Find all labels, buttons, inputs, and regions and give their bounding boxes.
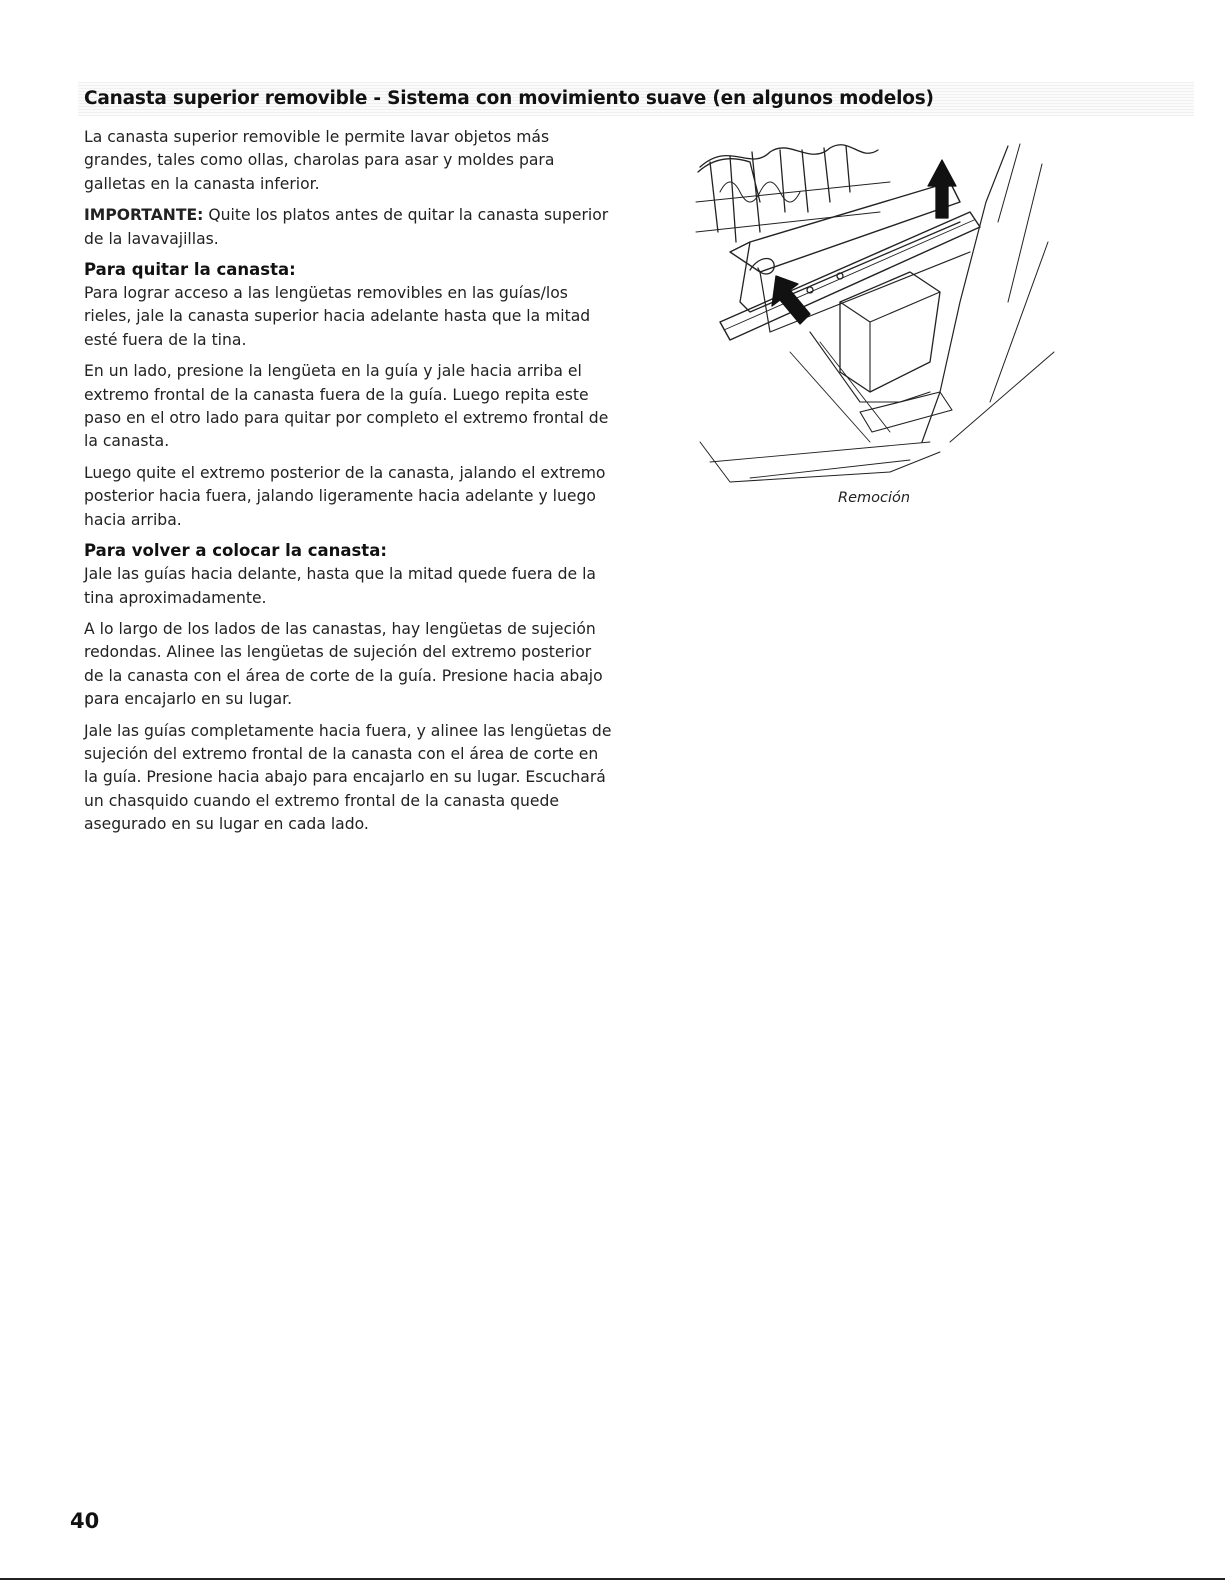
- rack-removal-illustration: [690, 142, 1060, 488]
- intro-paragraph: La canasta superior removible le permite lavar objetos más grandes, tales como ollas, charolas para asar y moldes para galletas en la canasta inferior.: [84, 128, 555, 193]
- bottom-rule: [0, 1578, 1225, 1580]
- remove-step-1: Para lograr acceso a las lengüetas removibles en las guías/los rieles, jale la canasta superior hacia adelante hasta que la mitad esté fuera de la tina.: [84, 284, 591, 349]
- replace-step-3: Jale las guías completamente hacia fuera, y alinee las lengüetas de sujeción del extremo frontal de la canasta con el área de corte en la guía. Presione hacia abajo para encajarlo en su lugar. Escuchará un chasquido cuando el extremo frontal de la canasta quede asegurado en su lugar en cada lado.: [84, 721, 612, 834]
- section-title: Canasta superior removible - Sistema con movimiento suave (en algunos modelos): [84, 88, 934, 109]
- instructions-column: [84, 126, 614, 845]
- remove-step-3: Luego quite el extremo posterior de la canasta, jalando el extremo posterior hacia fuera, jalando ligeramente hacia adelante y luego hacia arriba.: [84, 463, 606, 529]
- remove-heading: Para quitar la canasta:: [84, 260, 296, 280]
- important-paragraph: [84, 204, 614, 251]
- section-header-band: [78, 82, 1194, 116]
- replace-heading: Para volver a colocar la canasta:: [84, 541, 387, 561]
- important-text: Quite los platos antes de quitar la canasta superior de la lavavajillas.: [84, 206, 609, 248]
- replace-step-2: A lo largo de los lados de las canastas, hay lengüetas de sujeción redondas. Alinee las lengüetas de sujeción del extremo posterior de la canasta con el área de corte de la guía. Presione hacia abajo para encajarlo en su lugar.: [84, 619, 603, 709]
- remove-step-2: En un lado, presione la lengüeta en la guía y jale hacia arriba el extremo frontal de la canasta fuera de la guía. Luego repita este paso en el otro lado para quitar por completo el extremo frontal de la canasta.: [84, 362, 609, 451]
- figure-caption: Remoción: [838, 490, 911, 506]
- important-label: IMPORTANTE:: [84, 206, 204, 225]
- page-number: 40: [70, 1509, 100, 1533]
- replace-step-1: Jale las guías hacia delante, hasta que la mitad quede fuera de la tina aproximadamente.: [84, 565, 596, 607]
- rack-drawing: [690, 142, 1060, 488]
